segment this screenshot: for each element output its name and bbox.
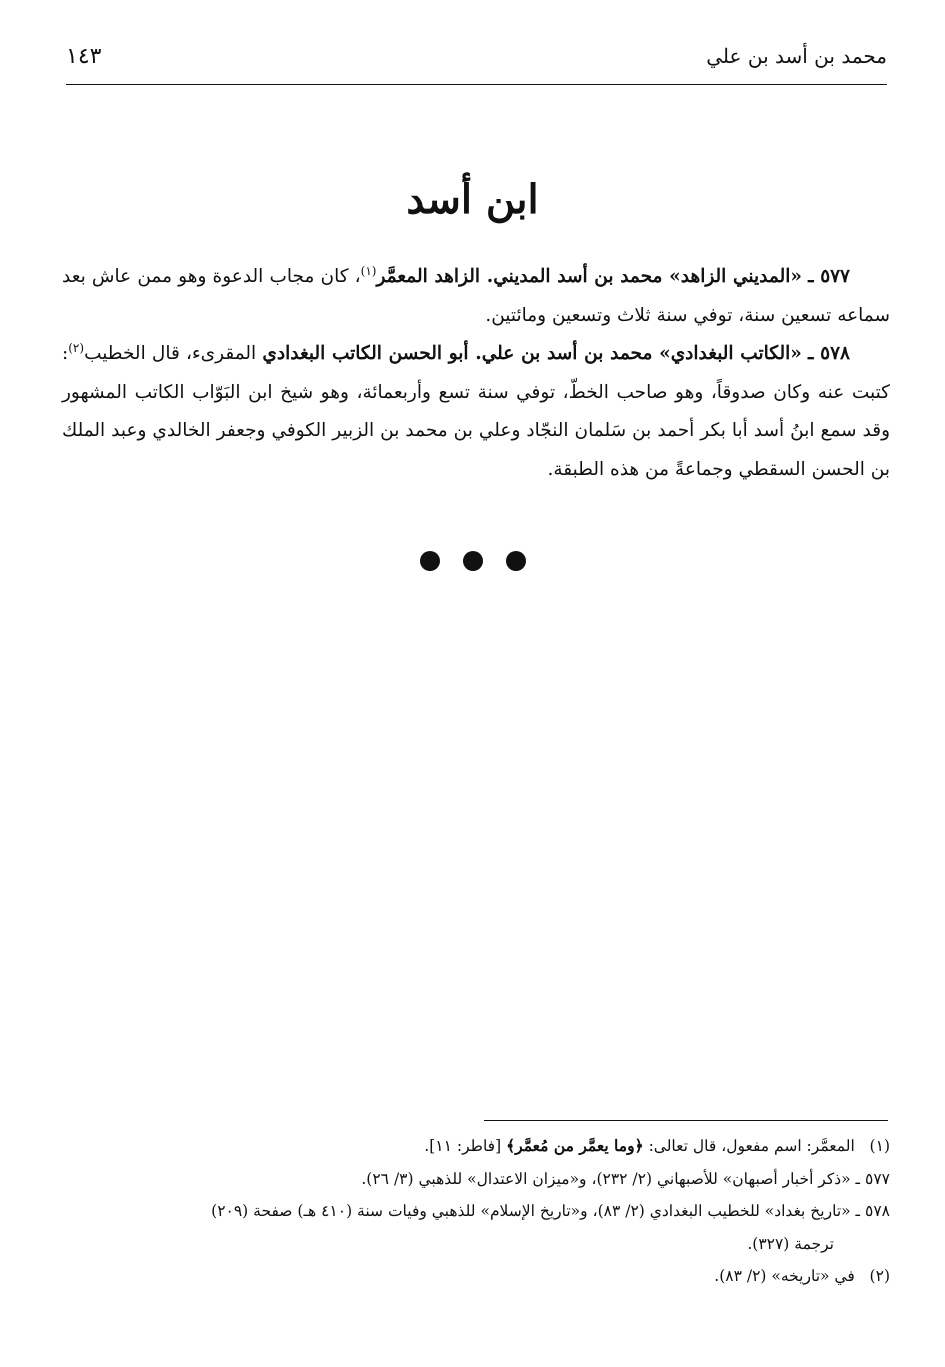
dot-icon	[463, 551, 483, 571]
footnote-text: المعمَّر: اسم مفعول، قال تعالى:	[643, 1137, 855, 1155]
footnote-number: (١)	[869, 1137, 890, 1155]
entry-number: ٥٧٧ ـ	[808, 266, 850, 287]
footnote-number: (٢)	[869, 1267, 890, 1285]
footnote-text: [فاطر: ١١].	[424, 1137, 507, 1155]
dot-icon	[506, 551, 526, 571]
section-title: ابن أسد	[406, 176, 539, 223]
footnote-1	[62, 1130, 890, 1163]
page-number: ١٤٣	[66, 44, 102, 69]
quran-quote: ﴿وما يعمَّر من مُعمَّر﴾	[506, 1136, 644, 1155]
page-header	[66, 38, 887, 85]
entry-text: : كتبت عنه وكان صدوقاً، وهو صاحب الخطّ، توفي سنة تسع وأربعمائة، وهو شيخ ابن البَوّاب الكاتب المشهور وقد سمع ابنُ أسد أبا بكر أحمد بن سَلمان النجّاد وعلي بن محمد بن الزبير الكوفي وجعفر الخالدي وعبد الملك بن الحسن السقطي وجماعةً من هذه الطبقة.	[62, 343, 890, 480]
footnote-text: في «تاريخه» (٢/ ٨٣).	[714, 1267, 855, 1285]
entry-text: ، كان مجاب الدعوة وهو ممن عاش بعد سماعه تسعين سنة، توفي سنة ثلاث وتسعين ومائتين.	[62, 266, 890, 326]
footnote-divider	[484, 1120, 888, 1121]
body-text	[62, 258, 890, 489]
separator-dots	[0, 551, 945, 571]
entry-text: المقرىء، قال الخطيب	[84, 343, 263, 364]
running-title: محمد بن أسد بن علي	[706, 44, 887, 68]
entry-heading: «الكاتب البغدادي» محمد بن أسد بن علي. أبو الحسن الكاتب البغدادي	[262, 343, 802, 364]
footnote-2	[62, 1260, 890, 1293]
footnotes	[62, 1130, 890, 1293]
entry-number: ٥٧٨ ـ	[808, 343, 850, 364]
footnote-578-cont: ترجمة (٣٢٧).	[747, 1234, 834, 1253]
entry-heading: «المديني الزاهد» محمد بن أسد المديني. الزاهد المعمَّر	[376, 266, 802, 287]
footnote-578: ٥٧٨ ـ «تاريخ بغداد» للخطيب البغدادي (٢/ ٨٣)، و«تاريخ الإسلام» للذهبي وفيات سنة (٤١٠ هـ) صفحة (٢٠٩)	[211, 1202, 890, 1220]
dot-icon	[420, 551, 440, 571]
entry-577	[62, 258, 890, 335]
entry-578	[62, 335, 890, 489]
footnote-ref[interactable]: (١)	[360, 263, 377, 278]
footnote-ref[interactable]: (٢)	[68, 340, 85, 355]
footnote-577: ٥٧٧ ـ «ذكر أخبار أصبهان» للأصبهاني (٢/ ٢٣٢)، و«ميزان الاعتدال» للذهبي (٣/ ٢٦).	[361, 1169, 890, 1188]
